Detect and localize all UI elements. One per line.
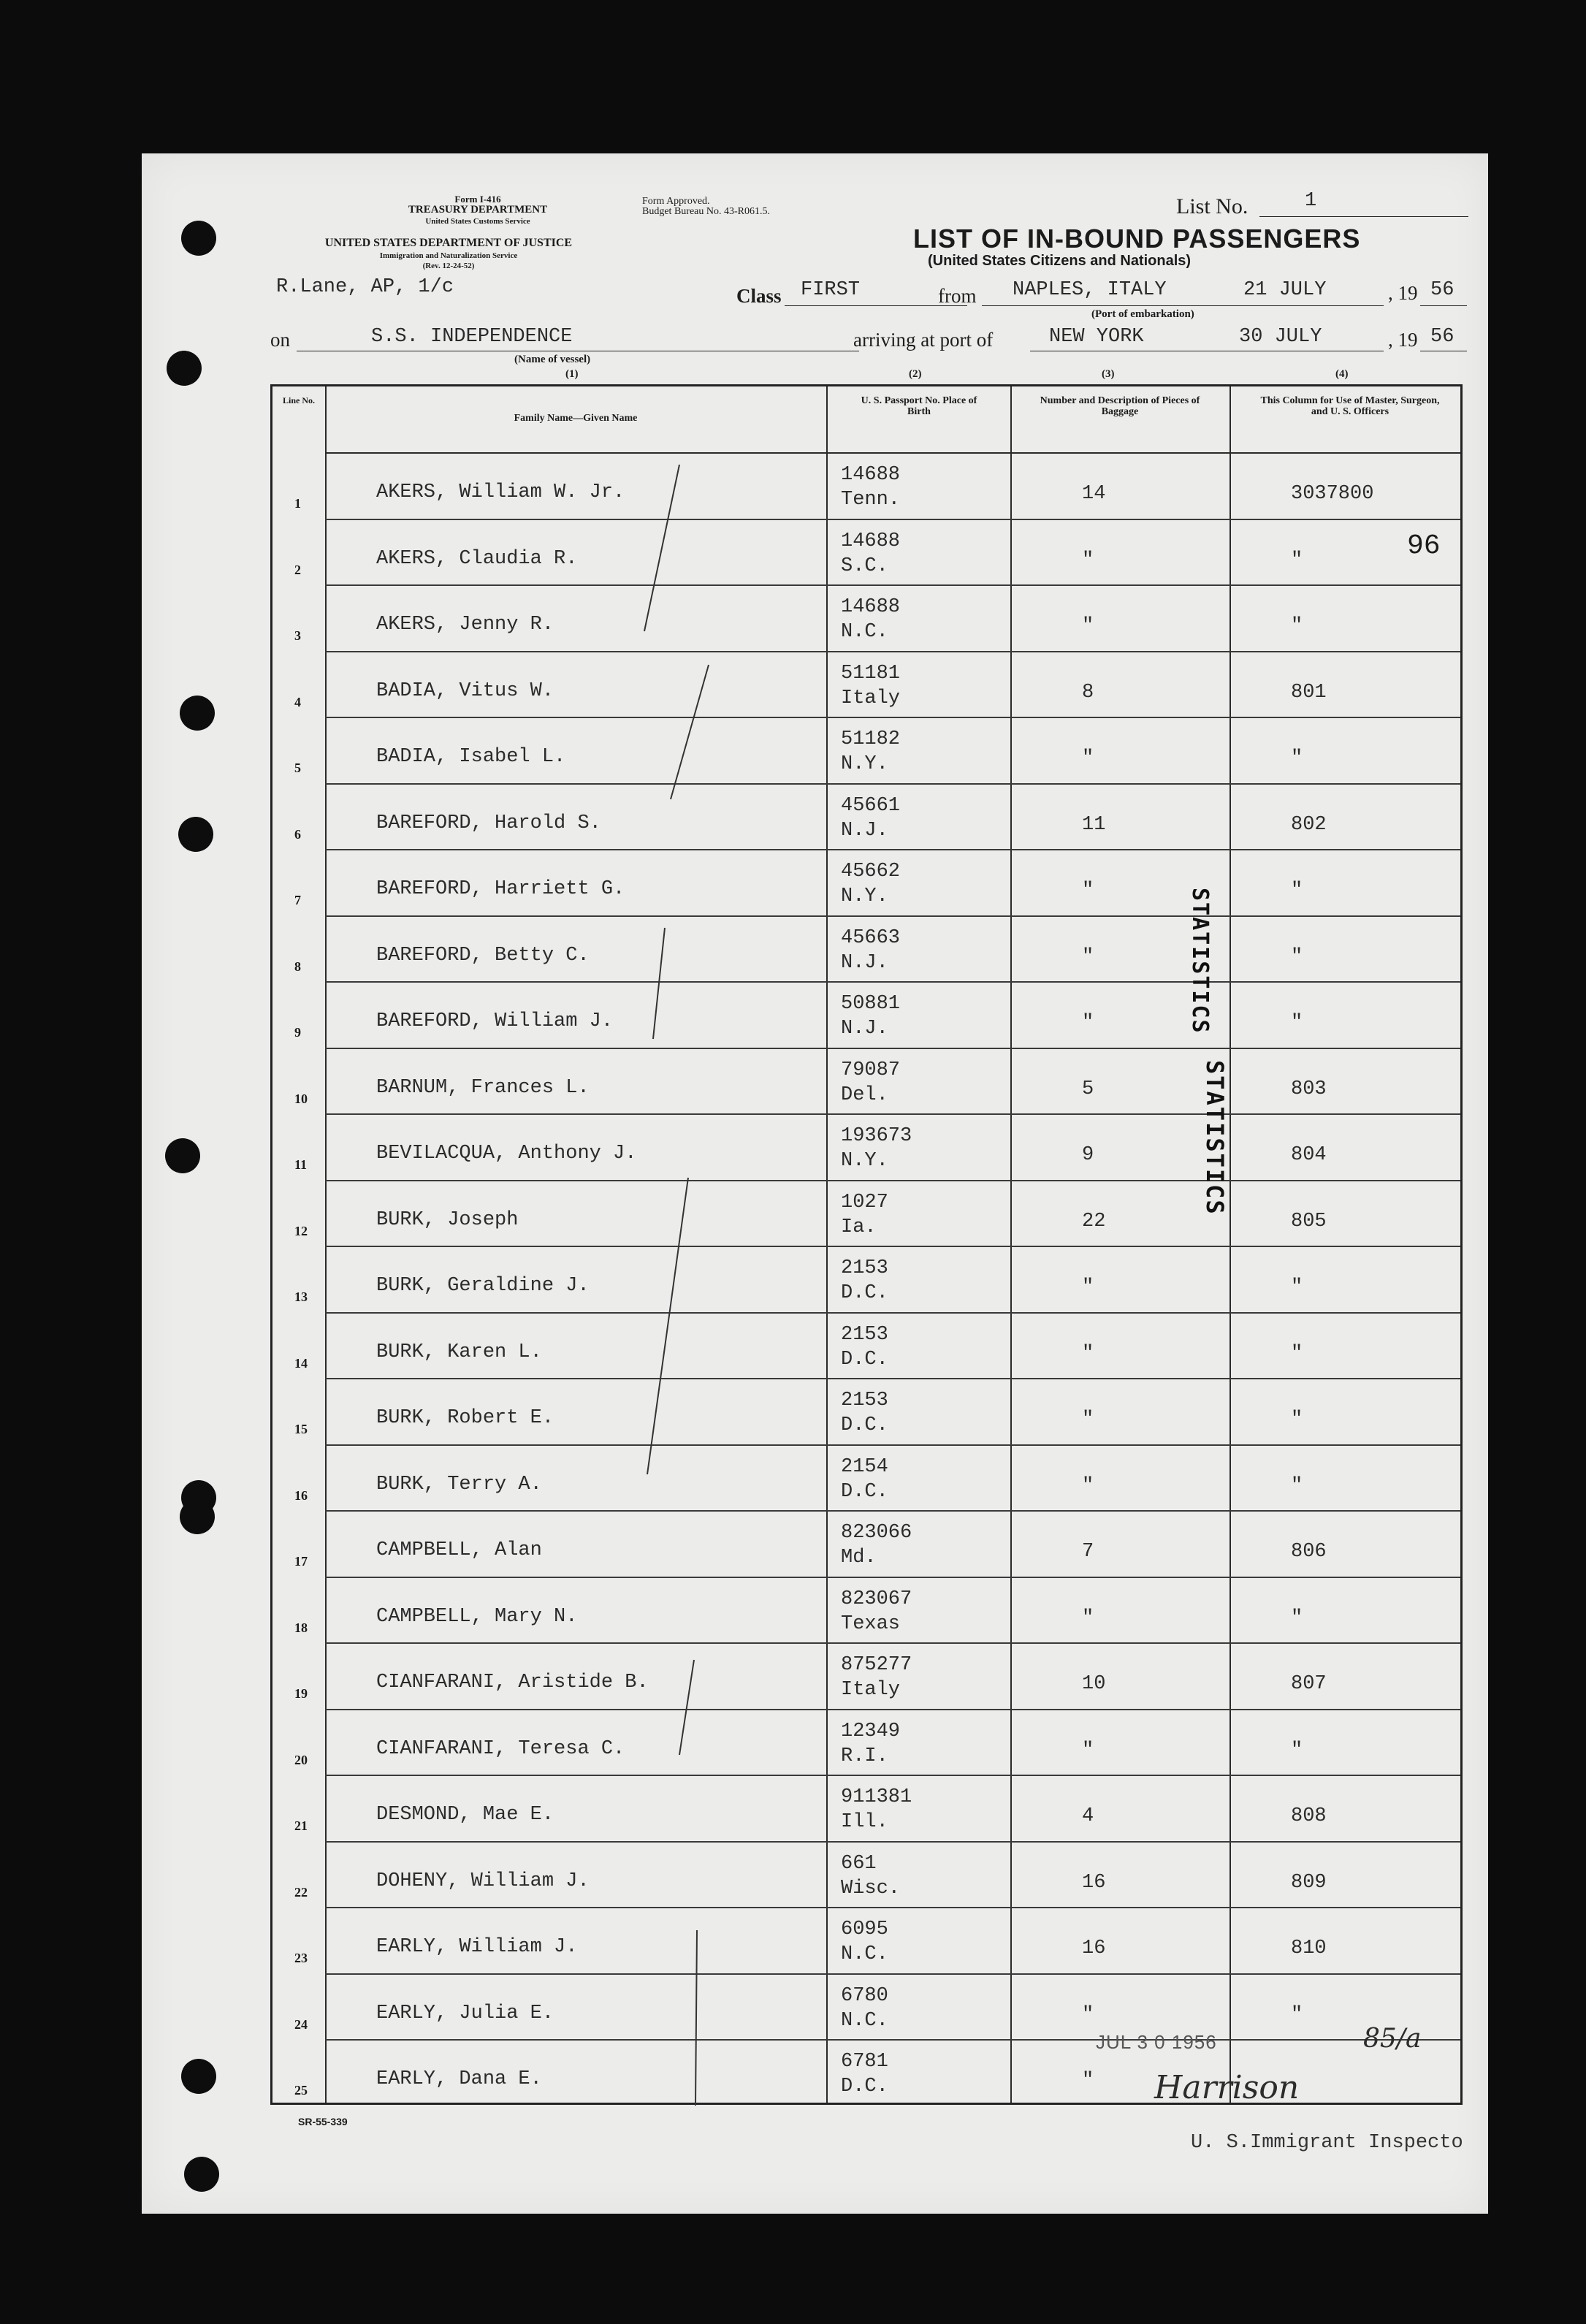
passenger-name: BAREFORD, Harold S. xyxy=(376,812,601,834)
inspector-signature: Harrison xyxy=(1154,2069,1300,2106)
officer-note: 808 xyxy=(1291,1805,1327,1827)
officer-note: " xyxy=(1291,1607,1303,1629)
line-number: 9 xyxy=(294,1025,301,1040)
passport-number: 6780 xyxy=(841,1984,888,2007)
passport-number: 79087 xyxy=(841,1059,901,1081)
line-number: 18 xyxy=(294,1620,308,1635)
passport-number: 6781 xyxy=(841,2051,888,2073)
col-header-line: Line No. xyxy=(282,395,315,405)
passport-number: 2153 xyxy=(841,1390,888,1411)
passenger-name: BADIA, Isabel L. xyxy=(376,746,566,768)
line-number: 2 xyxy=(294,562,301,577)
place-of-birth: S.C. xyxy=(841,555,888,577)
passenger-name: BEVILACQUA, Anthony J. xyxy=(376,1143,637,1165)
on-label: on xyxy=(270,329,290,351)
table-row xyxy=(272,917,1460,983)
arrive-date: 30 JULY xyxy=(1239,326,1322,348)
passport-number: 911381 xyxy=(841,1786,912,1808)
baggage-count: 11 xyxy=(1082,813,1106,836)
baggage-count: " xyxy=(1082,1012,1094,1034)
arrive-year-prefix: , 19 xyxy=(1388,329,1418,351)
place-of-birth: D.C. xyxy=(841,1348,888,1371)
line-number: 19 xyxy=(294,1686,308,1701)
line-number: 12 xyxy=(294,1223,308,1238)
baggage-count: 8 xyxy=(1082,681,1094,704)
passenger-name: AKERS, Claudia R. xyxy=(376,547,578,570)
line-number: 17 xyxy=(294,1554,308,1569)
passport-number: 51182 xyxy=(841,728,901,750)
place-of-birth: R.I. xyxy=(841,1745,888,1767)
passenger-name: BURK, Geraldine J. xyxy=(376,1275,590,1297)
passenger-name: DESMOND, Mae E. xyxy=(376,1804,554,1826)
line-number: 13 xyxy=(294,1289,308,1304)
punch-hole xyxy=(180,1499,215,1534)
depart-year-prefix: , 19 xyxy=(1388,282,1418,304)
inspector-label: U. S.Immigrant Inspecto xyxy=(1191,2132,1463,2154)
officer-note: 810 xyxy=(1291,1938,1327,1959)
officer-note: " xyxy=(1291,945,1303,968)
passport-number: 661 xyxy=(841,1852,877,1875)
place-of-birth: D.C. xyxy=(841,1480,888,1503)
baggage-count: " xyxy=(1082,1739,1094,1761)
table-row xyxy=(272,1776,1460,1843)
place-of-birth: D.C. xyxy=(841,2076,888,2098)
table-row xyxy=(272,1644,1460,1710)
table-row xyxy=(272,1247,1460,1314)
col-header-name: Family Name—Given Name xyxy=(514,413,638,424)
punch-hole xyxy=(180,696,215,731)
table-row xyxy=(272,1512,1460,1578)
line-number: 8 xyxy=(294,959,301,974)
from-label: from xyxy=(938,285,977,307)
baggage-count: 9 xyxy=(1082,1144,1094,1166)
place-of-birth: Wisc. xyxy=(841,1877,901,1900)
officer-note: 803 xyxy=(1291,1078,1327,1100)
line-number: 15 xyxy=(294,1422,308,1436)
baggage-count: 7 xyxy=(1082,1541,1094,1563)
officer-note: " xyxy=(1291,747,1303,769)
line-number: 6 xyxy=(294,826,301,842)
baggage-count: " xyxy=(1082,1409,1094,1430)
passport-number: 12349 xyxy=(841,1720,901,1742)
officer-note: 806 xyxy=(1291,1541,1327,1563)
list-no-label: List No. xyxy=(1176,194,1248,218)
table-row xyxy=(272,454,1460,520)
baggage-count: " xyxy=(1082,1474,1094,1497)
passport-number: 2153 xyxy=(841,1257,888,1279)
line-number: 3 xyxy=(294,628,301,643)
arrival-port: NEW YORK xyxy=(1049,326,1144,348)
passport-number: 2153 xyxy=(841,1323,888,1346)
baggage-count: 16 xyxy=(1082,1938,1106,1959)
col-header-baggage: Number and Description of Pieces of Baggage xyxy=(1040,395,1200,417)
officer-note: 805 xyxy=(1291,1210,1327,1233)
place-of-birth: Tenn. xyxy=(841,489,901,511)
place-of-birth: N.Y. xyxy=(841,885,888,907)
passenger-name: EARLY, William J. xyxy=(376,1936,578,1958)
passenger-name: CAMPBELL, Mary N. xyxy=(376,1605,578,1628)
baggage-count: 14 xyxy=(1082,483,1106,505)
form-number: Form I-416 xyxy=(454,194,501,205)
line-number: 14 xyxy=(294,1355,308,1371)
place-of-birth: N.C. xyxy=(841,2009,888,2032)
table-row xyxy=(272,1314,1460,1380)
vessel-label: (Name of vessel) xyxy=(514,354,591,365)
passenger-name: CIANFARANI, Teresa C. xyxy=(376,1737,625,1760)
place-of-birth: N.C. xyxy=(841,1943,888,1965)
baggage-count: 5 xyxy=(1082,1078,1094,1100)
line-number: 25 xyxy=(294,2083,308,2098)
passenger-name: BAREFORD, Harriett G. xyxy=(376,878,625,900)
table-row xyxy=(272,1578,1460,1645)
baggage-count: " xyxy=(1082,945,1094,968)
passport-number: 2154 xyxy=(841,1455,888,1478)
passenger-name: BURK, Karen L. xyxy=(376,1341,542,1363)
from-value: NAPLES, ITALY xyxy=(1013,279,1167,301)
table-row xyxy=(272,1975,1460,2041)
baggage-count: 10 xyxy=(1082,1673,1106,1695)
place-of-birth: N.C. xyxy=(841,621,888,643)
passenger-table xyxy=(270,384,1463,2105)
passport-number: 51181 xyxy=(841,662,901,685)
list-no-value: 1 xyxy=(1305,190,1317,212)
place-of-birth: N.J. xyxy=(841,1018,888,1040)
baggage-count: " xyxy=(1082,880,1094,902)
table-row xyxy=(272,983,1460,1049)
depart-date: 21 JULY xyxy=(1243,279,1327,301)
officer-note: " xyxy=(1291,1409,1303,1430)
officer-note: " xyxy=(1291,1474,1303,1497)
table-row xyxy=(272,1181,1460,1248)
line-number: 20 xyxy=(294,1752,308,1767)
form-approved: Form Approved. xyxy=(642,196,710,207)
vessel-name: S.S. INDEPENDENCE xyxy=(371,326,573,348)
col-header-officers: This Column for Use of Master, Surgeon, and U. S. Officers xyxy=(1260,395,1440,417)
col-num-2: (2) xyxy=(909,368,922,380)
baggage-count: " xyxy=(1082,549,1094,571)
margin-note: 85/a xyxy=(1363,2024,1422,2054)
passport-number: 875277 xyxy=(841,1654,912,1676)
passport-number: 823066 xyxy=(841,1522,912,1544)
arriving-label: arriving at port of xyxy=(853,329,994,351)
table-row xyxy=(272,1049,1460,1116)
doj-label: UNITED STATES DEPARTMENT OF JUSTICE xyxy=(324,237,573,249)
passport-number: 193673 xyxy=(841,1125,912,1147)
place-of-birth: N.J. xyxy=(841,951,888,974)
passenger-name: CAMPBELL, Alan xyxy=(376,1539,542,1561)
statistics-stamp: STATISTICS xyxy=(1201,1060,1229,1216)
passenger-name: BADIA, Vitus W. xyxy=(376,679,554,702)
passenger-name: AKERS, Jenny R. xyxy=(376,614,554,636)
passenger-name: EARLY, Julia E. xyxy=(376,2002,554,2024)
passport-number: 45661 xyxy=(841,794,901,817)
officer-note: 802 xyxy=(1291,813,1327,836)
line-number: 16 xyxy=(294,1487,308,1503)
officer-note: 3037800 xyxy=(1291,483,1374,505)
punch-hole xyxy=(181,221,216,256)
place-of-birth: D.C. xyxy=(841,1414,888,1436)
table-row xyxy=(272,520,1460,587)
place-of-birth: Italy xyxy=(841,687,901,709)
preparer: R.Lane, AP, 1/c xyxy=(276,276,454,298)
table-row xyxy=(272,785,1460,851)
line-number: 7 xyxy=(294,893,301,907)
passport-number: 45662 xyxy=(841,861,901,883)
officer-note: " xyxy=(1291,880,1303,902)
officer-note: 804 xyxy=(1291,1144,1327,1166)
baggage-count: 4 xyxy=(1082,1805,1094,1827)
passenger-name: EARLY, Dana E. xyxy=(376,2068,542,2090)
line-number: 1 xyxy=(294,496,301,511)
line-number: 24 xyxy=(294,2016,308,2032)
officer-note: 807 xyxy=(1291,1673,1327,1695)
baggage-count: " xyxy=(1082,1607,1094,1629)
passenger-name: BARNUM, Frances L. xyxy=(376,1076,590,1099)
baggage-count: 16 xyxy=(1082,1871,1106,1894)
port-embark-label: (Port of embarkation) xyxy=(1091,308,1194,320)
place-of-birth: Texas xyxy=(841,1612,901,1635)
passenger-name: BAREFORD, William J. xyxy=(376,1010,614,1032)
passport-number: 14688 xyxy=(841,530,901,552)
baggage-count: " xyxy=(1082,1342,1094,1365)
col-num-3: (3) xyxy=(1102,368,1115,380)
officer-note: " xyxy=(1291,1342,1303,1365)
passenger-name: BURK, Robert E. xyxy=(376,1407,554,1429)
officer-note: " xyxy=(1291,615,1303,637)
passport-number: 823067 xyxy=(841,1588,912,1610)
side-number: 96 xyxy=(1407,530,1441,562)
page-subtitle: (United States Citizens and Nationals) xyxy=(928,253,1192,269)
table-row xyxy=(272,1379,1460,1446)
baggage-count: 22 xyxy=(1082,1210,1106,1233)
passport-number: 6095 xyxy=(841,1919,888,1940)
place-of-birth: Italy xyxy=(841,1679,901,1701)
ins-label: Immigration and Naturalization Service xyxy=(379,251,518,260)
line-number: 21 xyxy=(294,1818,308,1833)
line-number: 4 xyxy=(294,694,301,709)
officer-note: " xyxy=(1291,1012,1303,1034)
place-of-birth: N.Y. xyxy=(841,1150,888,1172)
passport-number: 14688 xyxy=(841,596,901,618)
customs-label: United States Customs Service xyxy=(425,217,530,226)
place-of-birth: N.J. xyxy=(841,819,888,842)
officer-note: 801 xyxy=(1291,681,1327,704)
table-row xyxy=(272,1115,1460,1181)
baggage-count: " xyxy=(1082,1276,1094,1298)
place-of-birth: Md. xyxy=(841,1547,877,1569)
baggage-count: " xyxy=(1082,2003,1094,2026)
officer-note: " xyxy=(1291,1276,1303,1298)
footer-code: SR-55-339 xyxy=(298,2116,348,2127)
passenger-name: BAREFORD, Betty C. xyxy=(376,944,590,967)
place-of-birth: Del. xyxy=(841,1083,888,1106)
depart-year: 56 xyxy=(1430,279,1455,301)
officer-note: " xyxy=(1291,549,1303,571)
officer-note: " xyxy=(1291,2003,1303,2026)
col-header-passport: U. S. Passport No. Place of Birth xyxy=(861,395,977,417)
statistics-stamp: STATISTICS xyxy=(1187,888,1213,1035)
table-row xyxy=(272,718,1460,785)
table-row xyxy=(272,1446,1460,1512)
place-of-birth: Ia. xyxy=(841,1216,877,1238)
passenger-name: DOHENY, William J. xyxy=(376,1870,590,1892)
line-number: 23 xyxy=(294,1951,308,1965)
passenger-name: BURK, Terry A. xyxy=(376,1473,542,1496)
treasury-label: TREASURY DEPARTMENT xyxy=(408,204,548,216)
line-number: 5 xyxy=(294,761,301,775)
class-label: Class xyxy=(736,285,782,307)
baggage-count: " xyxy=(1082,747,1094,769)
passport-number: 14688 xyxy=(841,464,901,486)
punch-hole xyxy=(181,2059,216,2094)
page-title: LIST OF IN-BOUND PASSENGERS xyxy=(913,224,1361,254)
baggage-count: " xyxy=(1082,615,1094,637)
officer-note: 809 xyxy=(1291,1871,1327,1894)
punch-hole xyxy=(178,817,213,852)
col-num-4: (4) xyxy=(1335,368,1349,380)
baggage-count: " xyxy=(1082,2070,1094,2092)
place-of-birth: D.C. xyxy=(841,1282,888,1304)
line-number: 22 xyxy=(294,1884,308,1900)
date-stamp: JUL 3 0 1956 xyxy=(1096,2031,1217,2053)
officer-note: " xyxy=(1291,1739,1303,1761)
passport-number: 1027 xyxy=(841,1191,888,1214)
passenger-name: AKERS, William W. Jr. xyxy=(376,481,625,503)
punch-hole xyxy=(167,351,202,386)
table-row xyxy=(272,850,1460,917)
table-row xyxy=(272,1843,1460,1909)
table-row xyxy=(272,652,1460,719)
arrive-year: 56 xyxy=(1430,326,1455,348)
place-of-birth: N.Y. xyxy=(841,753,888,775)
table-row xyxy=(272,586,1460,652)
col-num-1: (1) xyxy=(565,368,579,380)
punch-hole xyxy=(184,2157,219,2192)
table-row xyxy=(272,1710,1460,1777)
passport-number: 45663 xyxy=(841,926,901,949)
budget-bureau: Budget Bureau No. 43-R061.5. xyxy=(642,206,770,217)
table-row xyxy=(272,1908,1460,1975)
line-number: 10 xyxy=(294,1091,308,1106)
punch-hole xyxy=(165,1138,200,1173)
passport-number: 50881 xyxy=(841,993,901,1015)
revision-label: (Rev. 12-24-52) xyxy=(422,262,475,270)
manifest-page xyxy=(142,153,1488,2214)
class-value: FIRST xyxy=(801,279,861,301)
passenger-name: BURK, Joseph xyxy=(376,1208,519,1231)
line-number: 11 xyxy=(294,1157,308,1172)
passenger-name: CIANFARANI, Aristide B. xyxy=(376,1672,649,1694)
place-of-birth: Ill. xyxy=(841,1811,888,1833)
